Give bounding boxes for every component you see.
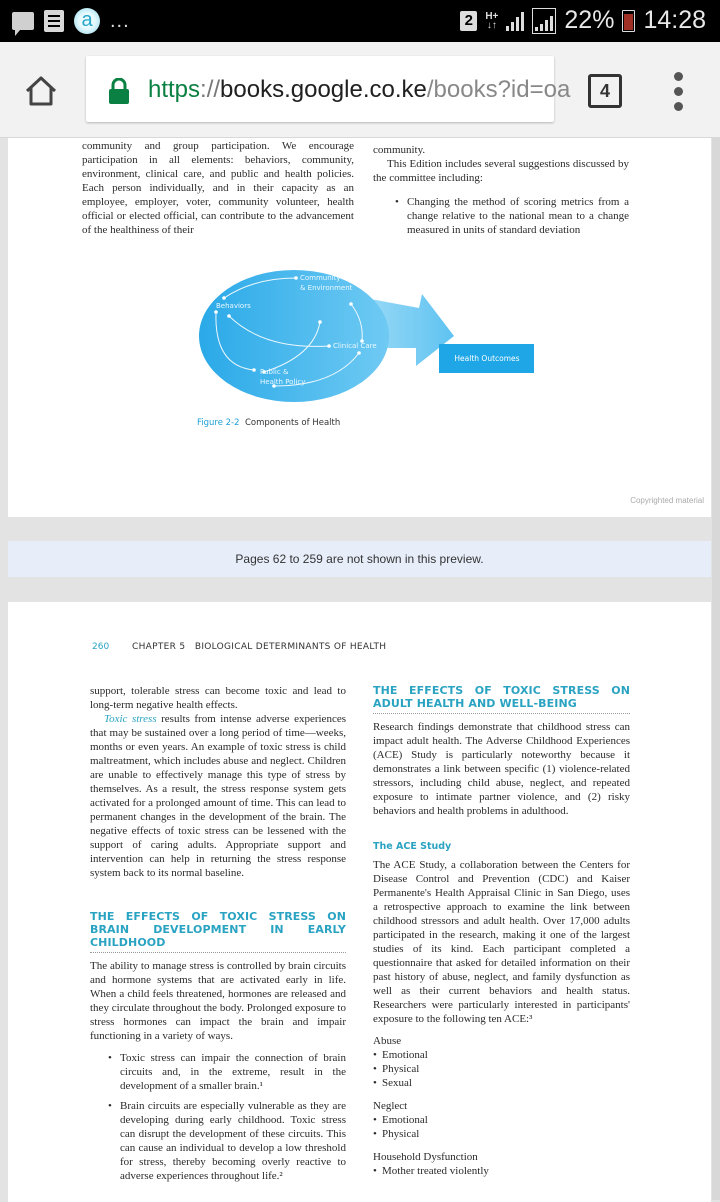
figure-caption: Figure 2-2 Components of Health xyxy=(197,418,341,428)
node-public-policy: Public & xyxy=(260,368,289,376)
url-text[interactable]: https://books.google.co.ke/books?id=oa xyxy=(148,76,571,103)
ace-group-abuse: Abuse • Emotional • Physical • Sexual xyxy=(373,1034,630,1090)
section-heading-adult: THE EFFECTS OF TOXIC STRESS ON ADULT HEALTH AND WELL-BEING xyxy=(373,684,630,714)
message-icon xyxy=(12,12,34,30)
node-environment: & Environment xyxy=(300,284,353,292)
page1-left-column: community and group participation. We encourage participation in all elements: behaviors, community, environment, clinical care, and public and health policies. Each person individually, and in their capacity as an employee, employer, voter, community volunteer, health official or elected official, can contribute to the advancement of the healthiness of their xyxy=(82,140,354,236)
signal-strength-sim2-icon xyxy=(532,8,556,34)
book-page-61 xyxy=(8,138,711,517)
components-of-health-figure xyxy=(194,266,534,406)
section-heading-brain: THE EFFECTS OF TOXIC STRESS ON BRAIN DEVELOPMENT IN EARLY CHILDHOOD xyxy=(90,910,346,953)
page2-left-column: support, tolerable stress can become toxic and lead to long-term negative health effects. Toxic stress results from intense adverse experiences that may be sustained over a long period of time—weeks, months or even years. An example of toxic stress is child maltreatment, which includes abuse and neglect. Children are unable to effectively manage this type of stress by themselves. As a result, the stress response system gets activated for a prolonged amount of time. This can lead to permanent changes in the development of the brain. The negative effects of toxic stress can be lessened with the support of caring adults. Appropriate support and intervention can help in returning the stress response system back to its normal baseline. THE EFFECTS OF TOXIC STRESS ON BRAIN DEVELOPMENT IN EARLY CHILDHOOD The ability to manage stress is controlled by brain circuits and hormone systems that are activated early in life. When a child feels threatened, hormones are released and they circulate throughout the body. Prolonged exposure to stress hormones can impact the brain and impair functioning in a variety of ways. • Toxic stress can impair the connection of brain circuits and, in the extreme, result in the development of a smaller brain.¹ • Brain circuits are especially vulnerable as they are developing during early childhood. Toxic stress can disrupt the development of these circuits. This can cause an individual to develop a low threshold for stress, thereby becoming overly reactive to adverse experiences throughout life.² xyxy=(90,684,346,1183)
health-outcomes-label: Health Outcomes xyxy=(454,354,520,363)
overflow-menu-icon[interactable] xyxy=(674,72,684,111)
ace-group-neglect: Neglect • Emotional • Physical xyxy=(373,1099,630,1141)
node-health-policy: Health Policy xyxy=(260,378,306,386)
document-icon xyxy=(44,10,64,32)
app-a-icon: a xyxy=(74,8,100,34)
page1-right-column: community. This Edition includes several suggestions discussed by the committee including: • Changing the method of scoring metrics from a change relative to the national mean to a change measured in units of standard deviation xyxy=(373,143,629,237)
network-type-icon: H+ ↓↑ xyxy=(485,10,499,31)
node-clinical-care: Clinical Care xyxy=(333,342,377,350)
bullet-item: • Toxic stress can impair the connection of brain circuits and, in the extreme, result in the development of a smaller brain.¹ xyxy=(108,1051,346,1093)
subheading-ace-study: The ACE Study xyxy=(373,841,452,852)
bullet-item: • Brain circuits are especially vulnerable as they are developing during early childhood. Toxic stress can disrupt the development of these circuits. This can cause an individual to develop a low threshold for stress, thereby becoming overly reactive to adverse experiences throughout life.² xyxy=(108,1099,346,1183)
ace-group-household: Household Dysfunction • Mother treated violently xyxy=(373,1150,630,1178)
signal-strength-icon xyxy=(506,11,524,31)
book-page-260 xyxy=(8,602,711,1202)
term-toxic-stress: Toxic stress xyxy=(104,713,157,725)
clock: 14:28 xyxy=(643,6,706,34)
more-notifications-icon: ... xyxy=(110,9,130,32)
running-title: CHAPTER 5 BIOLOGICAL DETERMINANTS OF HEALTH xyxy=(132,642,387,652)
sim-slot-icon: 2 xyxy=(460,11,477,31)
node-behaviors: Behaviors xyxy=(216,302,251,310)
browser-toolbar xyxy=(0,42,720,138)
node-community: Community xyxy=(300,274,341,282)
copyright-notice: Copyrighted material xyxy=(630,496,704,505)
lock-icon xyxy=(108,78,130,104)
address-bar[interactable] xyxy=(86,56,571,122)
page2-right-column: THE EFFECTS OF TOXIC STRESS ON ADULT HEALTH AND WELL-BEING Research findings demonstrate that childhood stress can impact adult health. The Adverse Childhood Experiences (ACE) Study is particularly noteworthy because it demonstrates a link between specific (1) violence-related stressors, including child abuse, neglect, and repeated exposure to intimate partner violence, and (2) risky behaviors and health problems in adulthood. The ACE Study The ACE Study, a collaboration between the Centers for Disease Control and Prevention (CDC) and Kaiser Permanente's Health Appraisal Clinic in San Diego, uses a retrospective approach to examine the link between childhood stressors and adult health. Over 17,000 adults participated in the research, making it one of the largest studies of its kind. Each participant completed a questionnaire that asked for detailed information on their past history of abuse, neglect, and family dysfunction as well as their current behaviors and health status. Researchers were particularly interested in participants' exposure to the following ten ACE:³ Abuse • Emotional • Physical • Sexual Neglect • Emotional • Physical Household Dysfunction • Mother treated violently xyxy=(373,684,630,1178)
pages-not-shown-notice: Pages 62 to 259 are not shown in this preview. xyxy=(8,541,711,577)
page-number: 260 xyxy=(92,642,110,652)
scrollbar[interactable] xyxy=(712,138,720,1200)
tab-switcher-button[interactable]: 4 xyxy=(588,74,622,108)
battery-icon xyxy=(622,10,635,32)
status-bar xyxy=(0,0,720,42)
battery-percent: 22% xyxy=(564,6,615,34)
home-icon[interactable] xyxy=(24,76,58,106)
